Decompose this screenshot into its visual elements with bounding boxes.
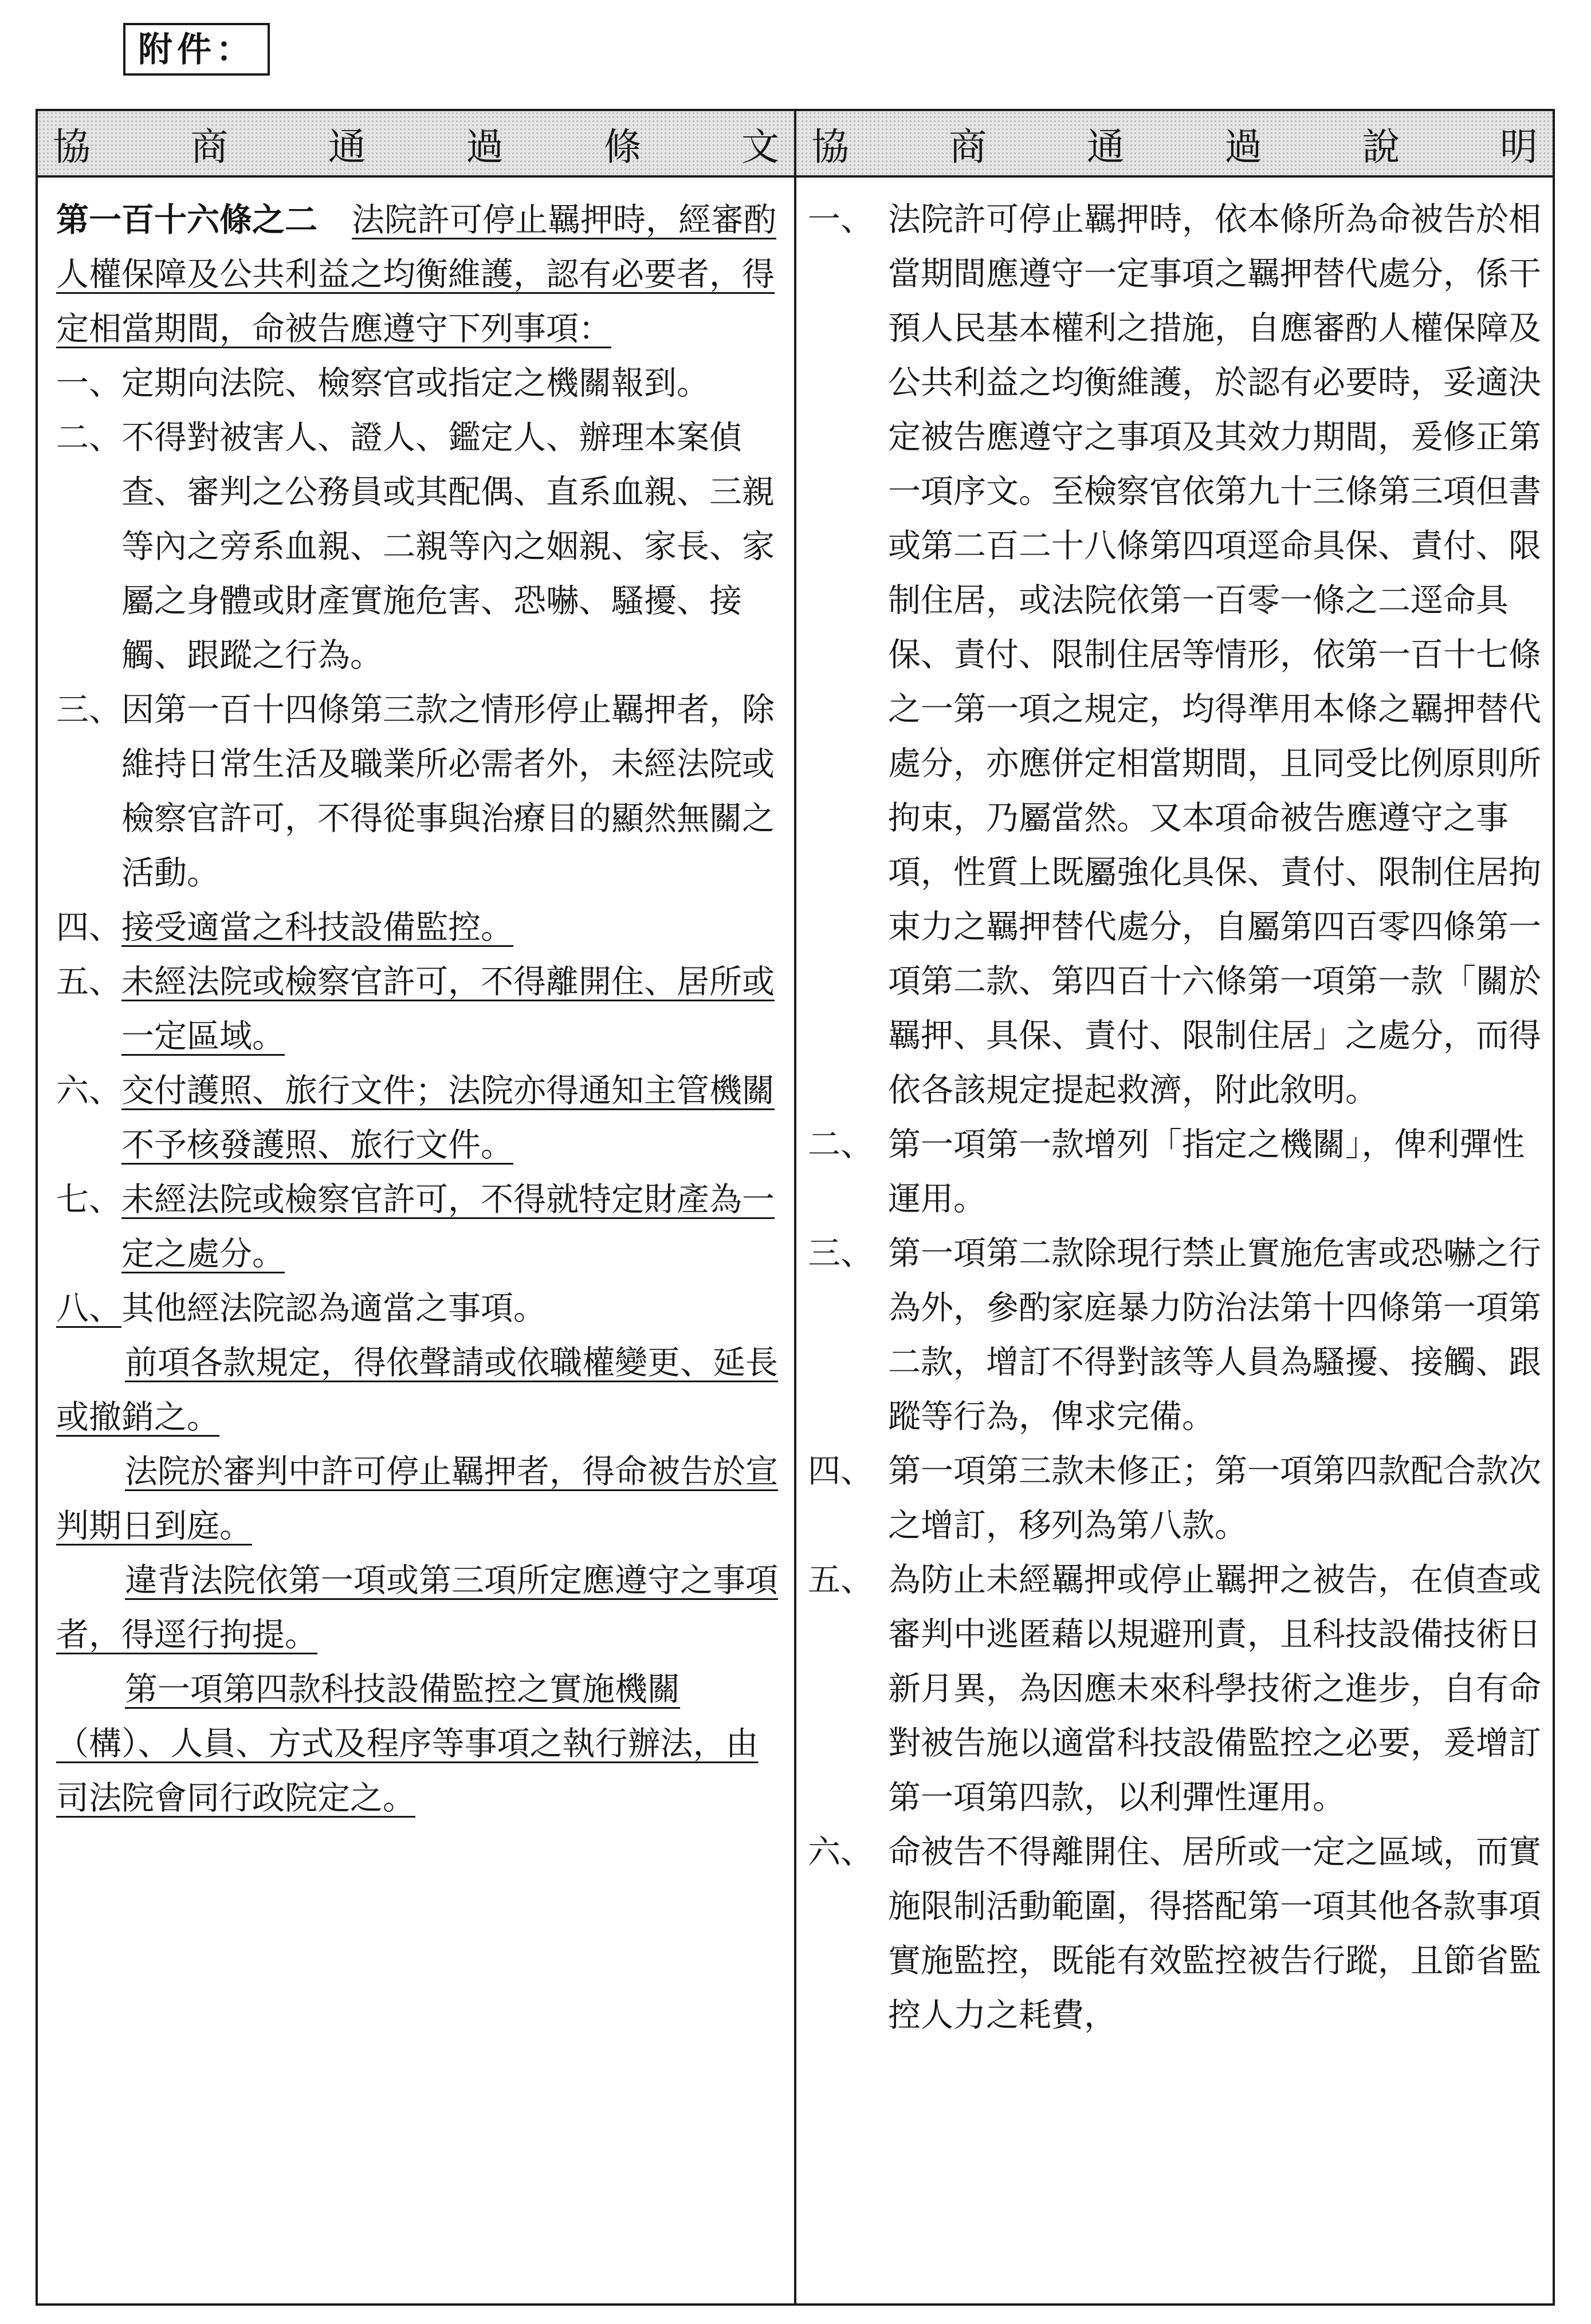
header-right-char: 協 <box>811 124 849 169</box>
article-item <box>56 1281 783 1336</box>
item-number: 三、 <box>56 691 121 729</box>
header-right-char: 商 <box>949 124 987 169</box>
item-number: 二、 <box>56 419 121 457</box>
header-left-char: 協 <box>53 124 91 169</box>
article-item <box>56 955 783 1064</box>
header-right-char: 明 <box>1499 124 1538 169</box>
item-text: 第一項第三款未修正；第一項第四款配合款次之增訂，移列為第八款。 <box>888 1452 1541 1544</box>
header-right-char: 說 <box>1362 124 1400 169</box>
item-text: 法院許可停止羈押時，依本條所為命被告於相當期間應遵守一定事項之羈押替代處分，係干預人民基本權利之措施，自應審酌人權保障及公共利益之均衡維護，於認有必要時，妥適決定被告應遵守之事項及其效力期間，爰修正第一項序文。至檢察官依第九十三條第三項但書或第二百二十八條第四項逕命具保、責付、限制住居，或法院依第一百零一條之二逕命具保、責付、限制住居等情形，依第一百十七條之一第一項之規定，均得準用本條之羈押替代處分，亦應併定相當期間，且同受比例原則所拘束，乃屬當然。又本項命被告應遵守之事項，性質上既屬強化具保、責付、限制住居拘束力之羈押替代處分，自屬第四百零四條第一項第二款、第四百十六條第一項第一款「關於羈押、具保、責付、限制住居」之處分，而得依各該規定提起救濟，附此敘明。 <box>888 200 1541 1109</box>
article-intro: 法院許可停止羈押時，經審酌人權保障及公共利益之均衡維護，認有必要者，得定相當期間，命被告應遵守下列事項： <box>56 201 776 348</box>
article-title: 第一百十六條之二 <box>56 200 317 239</box>
explanation-item <box>808 1825 1541 2043</box>
explanation-item <box>808 192 1541 1118</box>
header-right-char: 通 <box>1086 124 1125 169</box>
item-text: 未經法院或檢察官許可，不得離開住、居所或一定區域。 <box>121 963 775 1055</box>
header-right-char: 過 <box>1224 124 1263 169</box>
article-paragraph: 前項各款規定，得依聲請或依職權變更、延長或撤銷之。 <box>56 1344 778 1436</box>
item-number: 三、 <box>808 1234 873 1272</box>
item-text: 命被告不得離開住、居所或一定之區域，而實施限制活動範圍，得搭配第一項其他各款事項實施監控，既能有效監控被告行蹤，且節省監控人力之耗費， <box>888 1833 1541 2034</box>
header-left <box>37 110 795 176</box>
article-item <box>56 1173 783 1281</box>
article-paragraph: 第一項第四款科技設備監控之實施機關（構）、人員、方式及程序等事項之執行辦法，由司法院會同行政院定之。 <box>56 1670 759 1817</box>
item-text: 為防止未經羈押或停止羈押之被告，在偵查或審判中逃匿藉以規避刑責，且科技設備技術日新月異，為因應未來科學技術之進步，自有命對被告施以適當科技設備監控之必要，爰增訂第一項第四款，以利彈性運用。 <box>888 1561 1541 1816</box>
article-intro-block <box>56 192 783 356</box>
item-text: 交付護照、旅行文件；法院亦得通知主管機關不予核發護照、旅行文件。 <box>121 1072 775 1164</box>
item-text: 第一項第一款增列「指定之機關」，俾利彈性運用。 <box>888 1126 1525 1218</box>
item-number: 七、 <box>56 1181 121 1218</box>
item-number: 二、 <box>808 1126 873 1163</box>
item-number: 五、 <box>56 963 121 1001</box>
item-text: 其他經法院認為適當之事項。 <box>121 1289 546 1327</box>
explanation-column <box>795 176 1554 2305</box>
article-item <box>56 683 783 900</box>
item-text: 因第一百十四條第三款之情形停止羈押者，除維持日常生活及職業所必需者外，未經法院或檢察官許可，不得從事與治療目的顯然無關之活動。 <box>121 691 775 892</box>
item-number: 一、 <box>808 200 873 238</box>
item-text: 未經法院或檢察官許可，不得就特定財產為一定之處分。 <box>121 1181 775 1273</box>
header-left-char: 文 <box>741 124 779 169</box>
explanation-item <box>808 1444 1541 1553</box>
item-text: 第一項第二款除現行禁止實施危害或恐嚇之行為外，參酌家庭暴力防治法第十四條第一項第二款，增訂不得對該等人員為騷擾、接觸、跟蹤等行為，俾求完備。 <box>888 1234 1541 1436</box>
item-number: 四、 <box>808 1452 873 1490</box>
article-paragraph: 法院於審判中許可停止羈押者，得命被告於宣判期日到庭。 <box>56 1453 778 1545</box>
table-header-row <box>37 110 1554 176</box>
item-text: 不得對被害人、證人、鑑定人、辦理本案偵查、審判之公務員或其配偶、直系血親、三親等內之旁系血親、二親等內之姻親、家長、家屬之身體或財產實施危害、恐嚇、騷擾、接觸、跟蹤之行為。 <box>121 419 775 674</box>
explanation-item <box>808 1226 1541 1444</box>
item-number: 一、 <box>56 364 121 402</box>
explanation-item <box>808 1118 1541 1226</box>
article-item <box>56 1064 783 1173</box>
header-right <box>795 110 1554 176</box>
item-number: 八、 <box>56 1289 121 1327</box>
article-text-column <box>37 176 795 2305</box>
header-left-char: 條 <box>603 124 642 169</box>
article-item <box>56 356 783 411</box>
article-paragraph: 違背法院依第一項或第三項所定應遵守之事項者，得逕行拘提。 <box>56 1562 778 1654</box>
explanation-item <box>808 1553 1541 1825</box>
item-text: 定期向法院、檢察官或指定之機關報到。 <box>121 364 709 402</box>
item-number: 六、 <box>808 1833 873 1871</box>
comparison-table <box>36 109 1555 2306</box>
header-left-char: 通 <box>328 124 366 169</box>
attachment-label: 附件： <box>123 23 270 76</box>
item-number: 五、 <box>808 1561 873 1599</box>
header-left-char: 過 <box>466 124 504 169</box>
item-text: 接受適當之科技設備監控。 <box>121 909 513 946</box>
item-number: 六、 <box>56 1072 121 1110</box>
article-item <box>56 411 783 683</box>
table-body-row <box>37 176 1554 2305</box>
header-left-char: 商 <box>190 124 229 169</box>
article-item <box>56 900 783 955</box>
item-number: 四、 <box>56 909 121 946</box>
